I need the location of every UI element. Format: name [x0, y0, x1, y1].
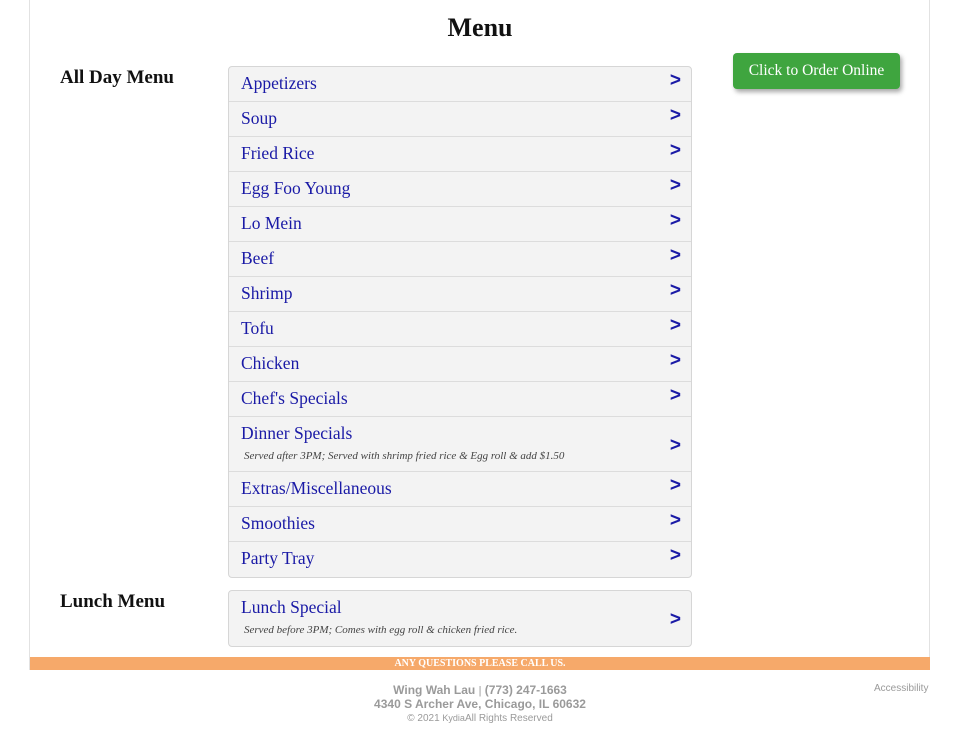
kydia-link[interactable]: Kydia	[442, 713, 465, 723]
menu-item-appetizers[interactable]	[229, 67, 691, 102]
call-us-banner: ANY QUESTIONS PLEASE CALL US.	[30, 657, 930, 670]
menu-item-label: Soup	[241, 108, 277, 128]
chevron-right-icon: >	[669, 105, 681, 126]
footer-copyright	[0, 713, 960, 724]
menu-item-beef[interactable]	[229, 242, 691, 277]
menu-item-party-tray[interactable]	[229, 542, 691, 577]
chevron-right-icon: >	[669, 210, 681, 231]
menu-item-label: Smoothies	[241, 513, 315, 533]
all-day-menu-list	[228, 66, 692, 578]
lunch-menu-list	[228, 590, 692, 647]
menu-item-label: Chef's Specials	[241, 388, 348, 408]
menu-item-label: Lo Mein	[241, 213, 302, 233]
menu-item-shrimp[interactable]	[229, 277, 691, 312]
menu-item-chicken[interactable]	[229, 347, 691, 382]
menu-item-label: Fried Rice	[241, 143, 315, 163]
chevron-right-icon: >	[669, 385, 681, 406]
menu-item-label: Egg Foo Young	[241, 178, 351, 198]
menu-item-label: Lunch Special	[241, 597, 342, 617]
restaurant-name: Wing Wah Lau	[393, 683, 476, 697]
menu-item-label: Chicken	[241, 353, 300, 373]
rights-text: All Rights Reserved	[464, 713, 553, 724]
footer-separator: |	[478, 685, 482, 697]
menu-item-description: Served after 3PM; Served with shrimp fried rice & Egg roll & add $1.50	[244, 450, 565, 462]
menu-item-label: Shrimp	[241, 283, 293, 303]
chevron-right-icon: >	[669, 245, 681, 266]
menu-item-label: Appetizers	[241, 73, 317, 93]
menu-item-label: Extras/Miscellaneous	[241, 478, 392, 498]
page-title: Menu	[447, 13, 513, 42]
menu-item-egg-foo-young[interactable]	[229, 172, 691, 207]
phone-link[interactable]: (773) 247-1663	[484, 683, 567, 697]
menu-item-label: Dinner Specials	[241, 423, 353, 443]
footer-address: 4340 S Archer Ave, Chicago, IL 60632	[374, 697, 586, 711]
chevron-right-icon: >	[669, 315, 681, 336]
menu-item-smoothies[interactable]	[229, 507, 691, 542]
all-day-menu-heading: All Day Menu	[60, 67, 174, 88]
menu-item-label: Party Tray	[241, 548, 315, 568]
chevron-right-icon: >	[669, 545, 681, 566]
chevron-right-icon: >	[669, 175, 681, 196]
chevron-right-icon: >	[669, 510, 681, 531]
menu-item-description: Served before 3PM; Comes with egg roll & chicken fried rice.	[244, 624, 518, 636]
order-online-button[interactable]: Click to Order Online	[733, 53, 900, 89]
menu-item-chef-s-specials[interactable]	[229, 382, 691, 417]
menu-item-lo-mein[interactable]	[229, 207, 691, 242]
chevron-right-icon: >	[669, 435, 681, 456]
menu-item-lunch-special[interactable]	[229, 591, 691, 646]
menu-item-dinner-specials[interactable]	[229, 417, 691, 472]
footer-contact	[0, 683, 960, 697]
menu-item-label: Tofu	[241, 318, 274, 338]
chevron-right-icon: >	[669, 350, 681, 371]
menu-item-fried-rice[interactable]	[229, 137, 691, 172]
chevron-right-icon: >	[669, 140, 681, 161]
chevron-right-icon: >	[669, 70, 681, 91]
chevron-right-icon: >	[669, 475, 681, 496]
chevron-right-icon: >	[669, 609, 681, 630]
chevron-right-icon: >	[669, 280, 681, 301]
accessibility-link[interactable]: Accessibility	[874, 683, 929, 694]
menu-item-tofu[interactable]	[229, 312, 691, 347]
menu-item-soup[interactable]	[229, 102, 691, 137]
menu-item-label: Beef	[241, 248, 275, 268]
lunch-menu-heading: Lunch Menu	[60, 591, 166, 612]
copyright-year: © 2021	[407, 713, 440, 724]
menu-item-extras-miscellaneous[interactable]	[229, 472, 691, 507]
